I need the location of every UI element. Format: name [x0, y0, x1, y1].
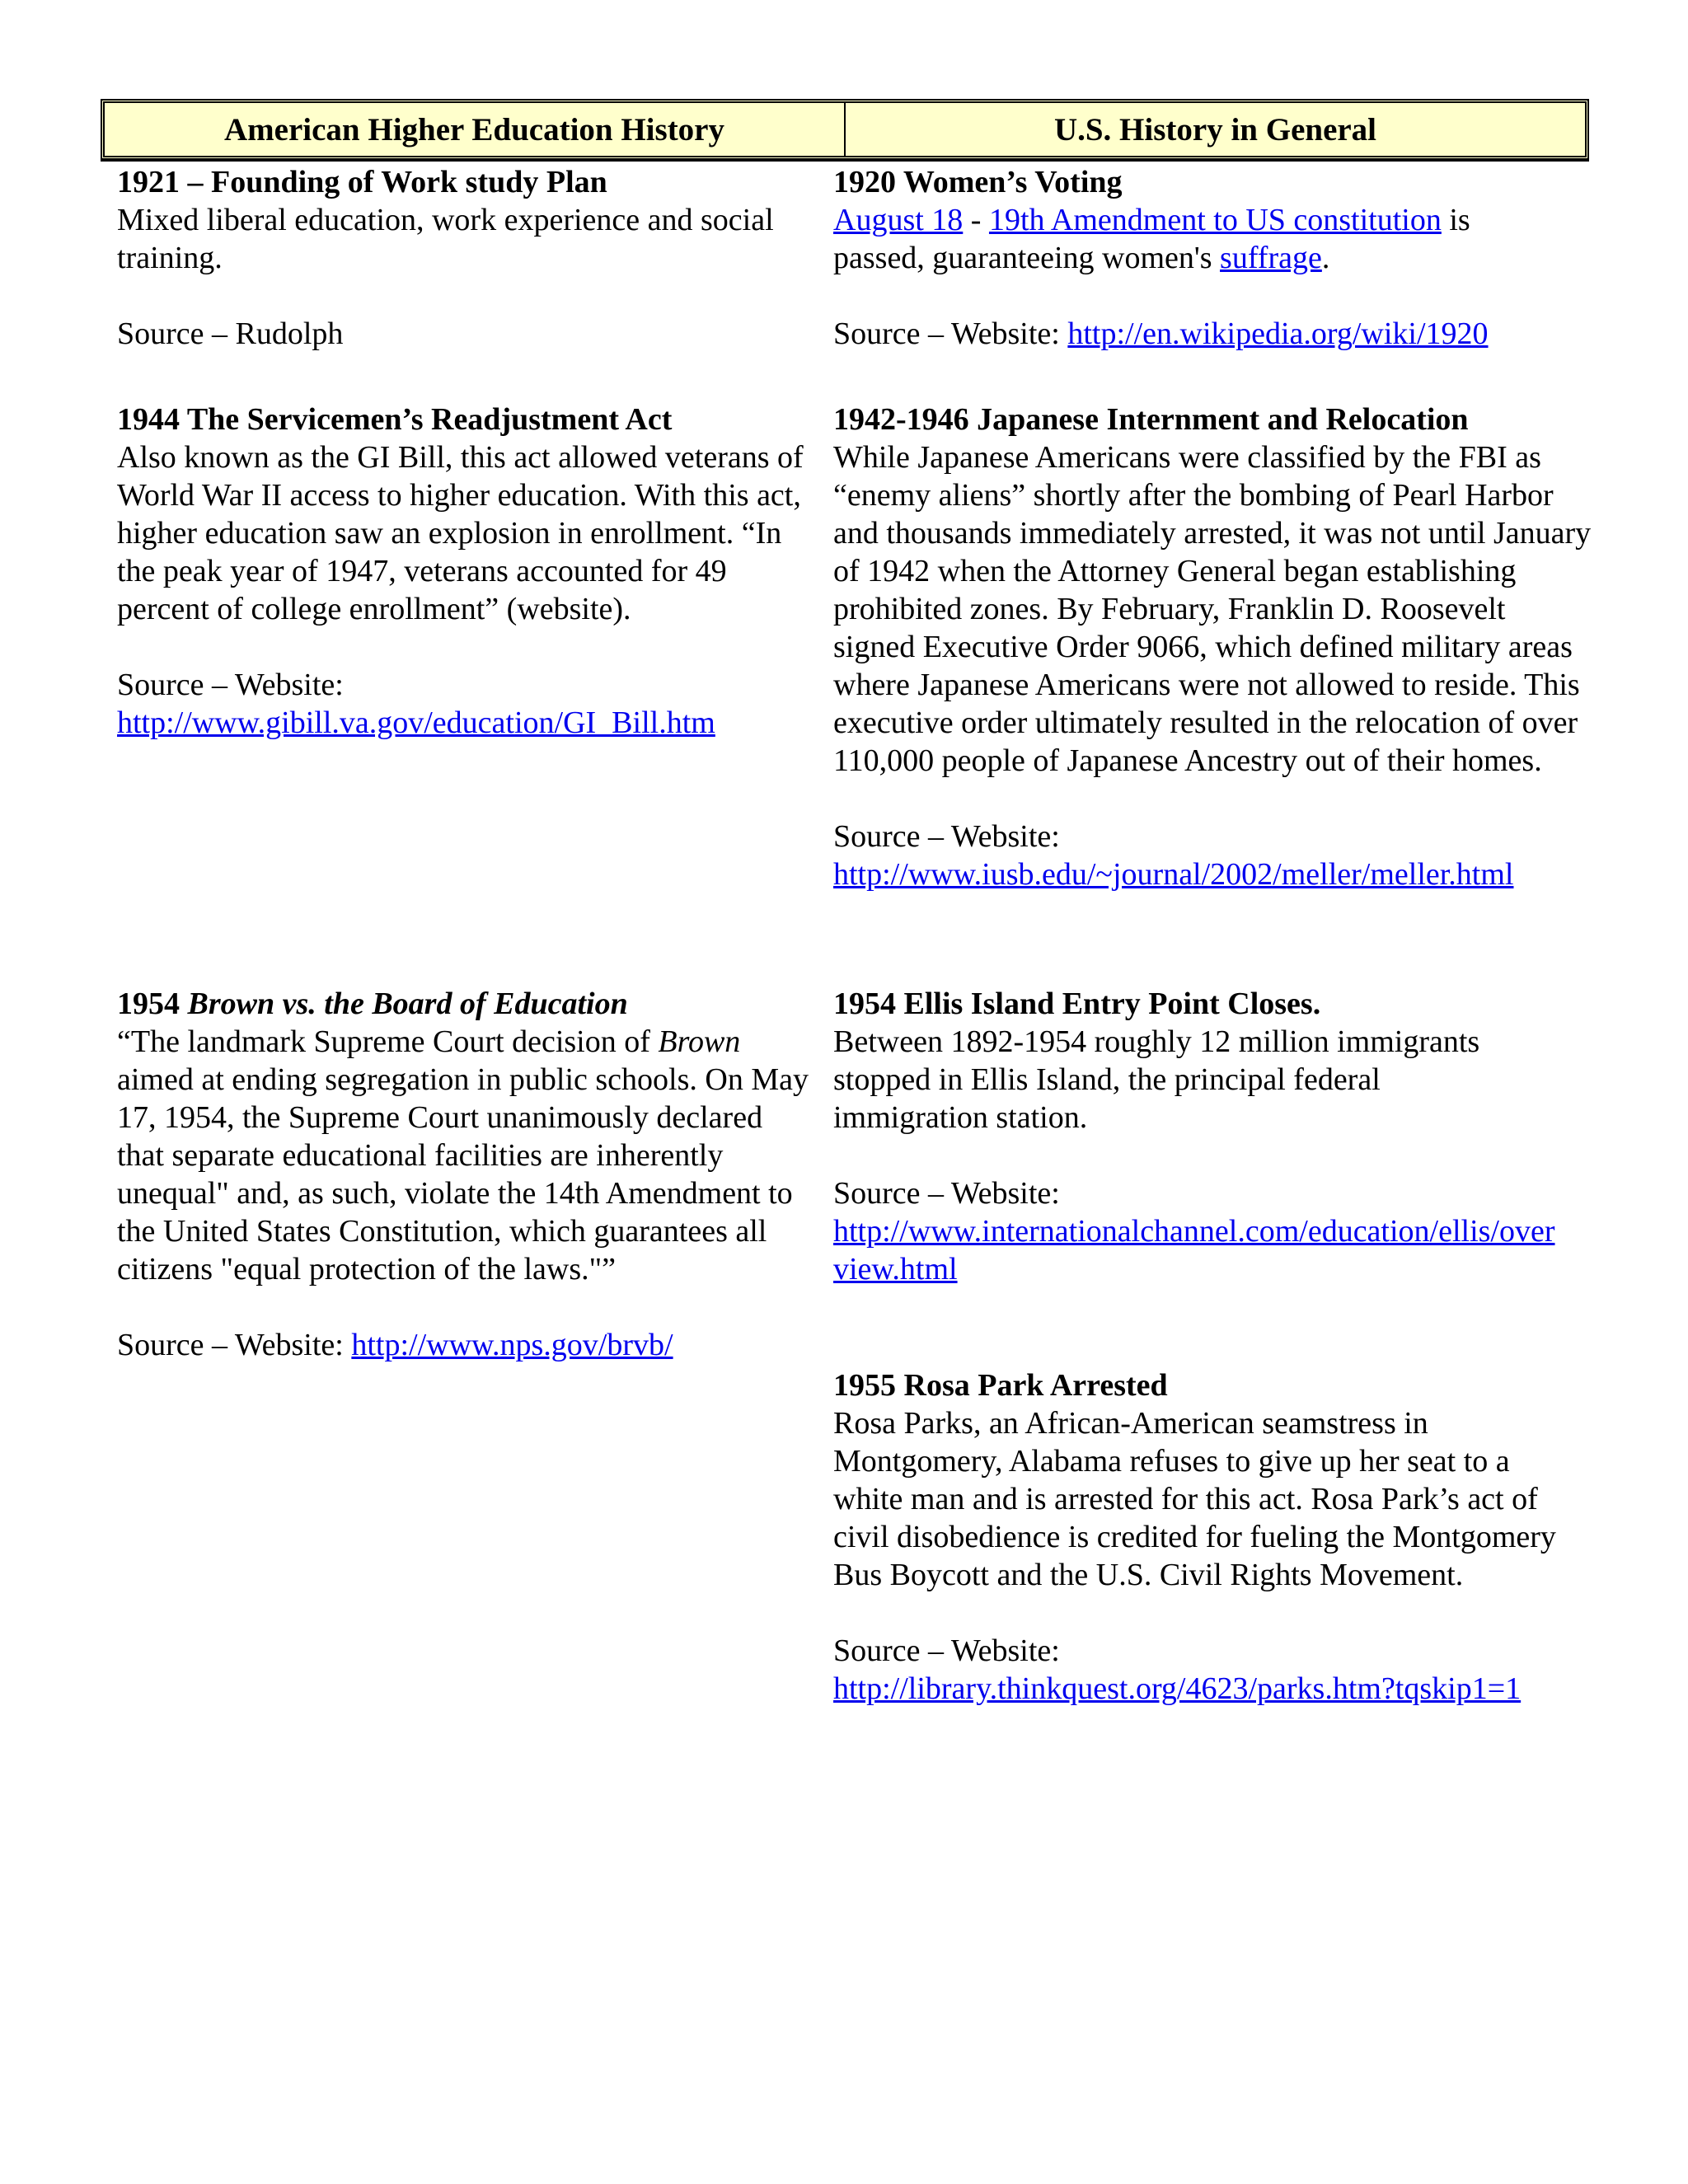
source-link[interactable]: http://library.thinkquest.org/4623/parks.htm?tqskip1=1: [833, 1671, 1522, 1706]
entry-body: “The landmark Supreme Court decision of Brown aimed at ending segregation in public schools. On May 17, 1954, the Supreme Court unanimously declared that separate educational facilities are inherently unequal" and, as such, violate the 14th Amendment to the United States Constitution, which guarantees all citizens "equal protection of the laws."”: [117, 1024, 809, 1286]
entry-1954-ellis-island: [833, 985, 1592, 1288]
entry-title: 1955 Rosa Park Arrested: [833, 1368, 1168, 1403]
entry-body: Also known as the GI Bill, this act allowed veterans of World War II access to higher education. With this act, higher education saw an explosion in enrollment. “In the peak year of 1947, veterans accounted for 49 percent of college enrollment” (website).: [117, 440, 804, 626]
august-18-link[interactable]: August 18: [833, 203, 964, 237]
entry-title: 1921 – Founding of Work study Plan: [117, 165, 607, 199]
entry-body: While Japanese Americans were classified by the FBI as “enemy aliens” shortly after the bombing of Pearl Harbor and thousands immediately arrested, it was not until January of 1942 when the Attorney General began establishing prohibited zones. By February, Franklin D. Roosevelt signed Executive Order 9066, which defined military areas where Japanese Americans were not allowed to reside. This executive order ultimately resulted in the relocation of over 110,000 people of Japanese Ancestry out of their homes.: [833, 440, 1592, 778]
entry-title: 1942-1946 Japanese Internment and Relocation: [833, 402, 1469, 437]
entry-title: 1944 The Servicemen’s Readjustment Act: [117, 402, 673, 437]
source-link[interactable]: http://www.internationalchannel.com/education/ellis/overview.html: [833, 1214, 1555, 1286]
entry-source-label: Source – Website:: [833, 1176, 1060, 1211]
suffrage-link[interactable]: suffrage: [1220, 241, 1322, 275]
entry-body: August 18 - 19th Amendment to US constitution is passed, guaranteeing women's suffrage.: [833, 203, 1470, 275]
entry-source: Source – Rudolph: [117, 316, 344, 351]
entry-title: 1954 Ellis Island Entry Point Closes.: [833, 987, 1321, 1021]
entry-body: Between 1892-1954 roughly 12 million immigrants stopped in Ellis Island, the principal federal immigration station.: [833, 1024, 1480, 1135]
header-divider: [101, 160, 1589, 162]
entry-source: Source – Website: http://en.wikipedia.org/wiki/1920: [833, 316, 1489, 351]
entry-body: Mixed liberal education, work experience and social training.: [117, 203, 774, 275]
entry-source-label: Source – Website:: [117, 668, 344, 702]
entry-source: Source – Website: http://www.nps.gov/brvb/: [117, 1328, 673, 1362]
entry-1944-gi-bill: [117, 401, 809, 742]
entry-body: Rosa Parks, an African-American seamstress in Montgomery, Alabama refuses to give up her seat to a white man and is arrested for this act. Rosa Park’s act of civil disobedience is credited for fueling the Montgomery Bus Boycott and the U.S. Civil Rights Movement.: [833, 1406, 1556, 1592]
entry-1955-rosa-parks: [833, 1366, 1592, 1708]
source-link[interactable]: http://www.gibill.va.gov/education/GI_Bill.htm: [117, 705, 715, 740]
entry-title: 1954 Brown vs. the Board of Education: [117, 987, 628, 1021]
source-link[interactable]: http://en.wikipedia.org/wiki/1920: [1067, 316, 1489, 351]
entry-1942-internment: [833, 401, 1592, 893]
entry-1954-brown: [117, 985, 809, 1364]
amendment-link[interactable]: 19th Amendment to US constitution: [988, 203, 1442, 237]
entry-title: 1920 Women’s Voting: [833, 165, 1123, 199]
source-link[interactable]: http://www.iusb.edu/~journal/2002/meller/meller.html: [833, 857, 1514, 892]
source-link[interactable]: http://www.nps.gov/brvb/: [351, 1328, 673, 1362]
entry-1920-womens-voting: [833, 163, 1592, 353]
header-right-title: U.S. History in General: [844, 103, 1585, 156]
entry-source-label: Source – Website:: [833, 819, 1060, 854]
entry-1921-work-study: [117, 163, 809, 353]
entry-source-label: Source – Website:: [833, 1633, 1060, 1668]
header-left-title: American Higher Education History: [224, 111, 724, 148]
table-header: [101, 99, 1589, 160]
